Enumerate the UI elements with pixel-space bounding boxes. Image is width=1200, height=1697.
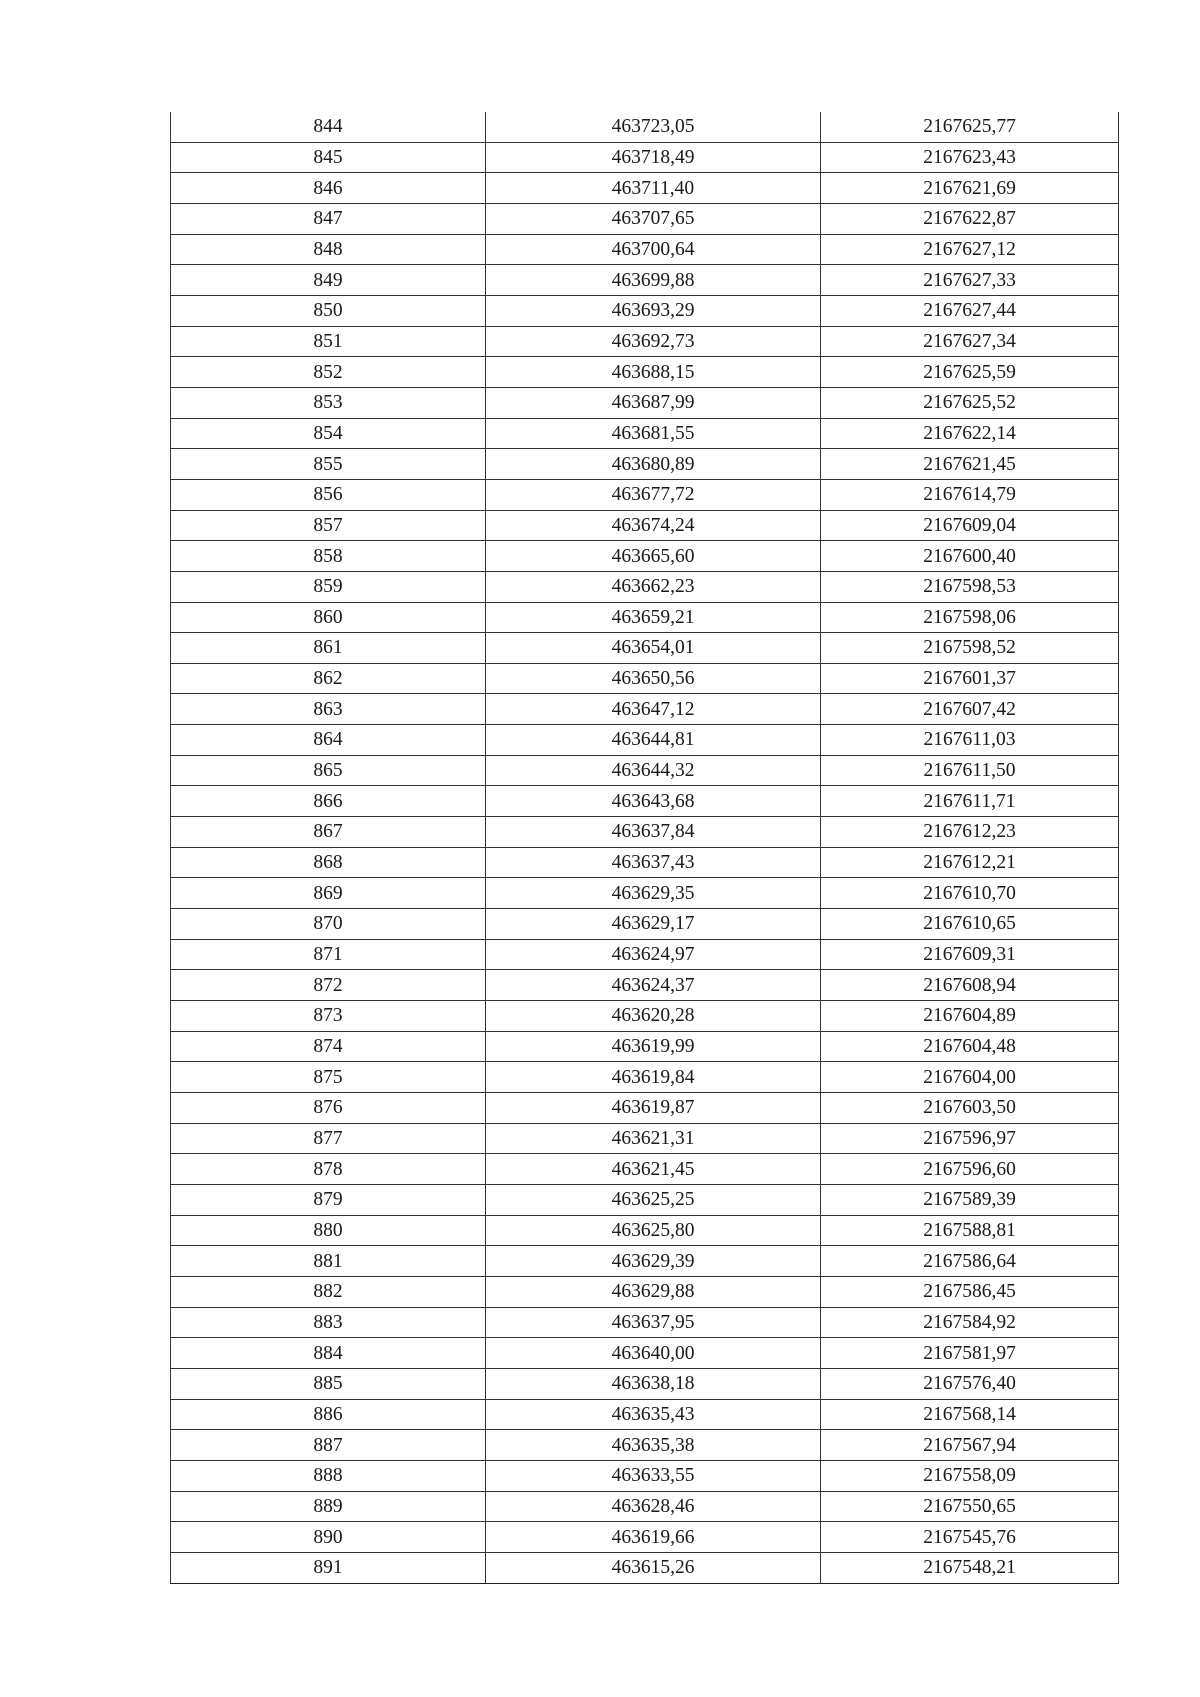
- y-coordinate-cell: 2167612,23: [821, 817, 1119, 848]
- y-coordinate-cell: 2167604,00: [821, 1062, 1119, 1093]
- x-coordinate-cell: 463680,89: [486, 449, 821, 480]
- y-coordinate-cell: 2167588,81: [821, 1215, 1119, 1246]
- x-coordinate-cell: 463637,95: [486, 1307, 821, 1338]
- x-coordinate-cell: 463628,46: [486, 1491, 821, 1522]
- y-coordinate-cell: 2167610,70: [821, 878, 1119, 909]
- point-number-cell: 870: [171, 909, 486, 940]
- y-coordinate-cell: 2167627,33: [821, 265, 1119, 296]
- y-coordinate-cell: 2167627,34: [821, 326, 1119, 357]
- point-number-cell: 852: [171, 357, 486, 388]
- x-coordinate-cell: 463707,65: [486, 203, 821, 234]
- y-coordinate-cell: 2167545,76: [821, 1522, 1119, 1553]
- y-coordinate-cell: 2167603,50: [821, 1093, 1119, 1124]
- table-row: [171, 1307, 1119, 1338]
- y-coordinate-cell: 2167627,44: [821, 295, 1119, 326]
- y-coordinate-cell: 2167621,69: [821, 173, 1119, 204]
- table-row: [171, 357, 1119, 388]
- y-coordinate-cell: 2167596,97: [821, 1123, 1119, 1154]
- table-row: [171, 510, 1119, 541]
- x-coordinate-cell: 463644,32: [486, 755, 821, 786]
- y-coordinate-cell: 2167607,42: [821, 694, 1119, 725]
- x-coordinate-cell: 463688,15: [486, 357, 821, 388]
- point-number-cell: 875: [171, 1062, 486, 1093]
- y-coordinate-cell: 2167622,87: [821, 203, 1119, 234]
- y-coordinate-cell: 2167586,64: [821, 1246, 1119, 1277]
- y-coordinate-cell: 2167584,92: [821, 1307, 1119, 1338]
- point-number-cell: 880: [171, 1215, 486, 1246]
- table-row: [171, 1031, 1119, 1062]
- y-coordinate-cell: 2167609,04: [821, 510, 1119, 541]
- x-coordinate-cell: 463637,84: [486, 817, 821, 848]
- table-row: [171, 571, 1119, 602]
- x-coordinate-cell: 463629,17: [486, 909, 821, 940]
- y-coordinate-cell: 2167548,21: [821, 1552, 1119, 1583]
- y-coordinate-cell: 2167610,65: [821, 909, 1119, 940]
- point-number-cell: 885: [171, 1368, 486, 1399]
- y-coordinate-cell: 2167621,45: [821, 449, 1119, 480]
- x-coordinate-cell: 463619,84: [486, 1062, 821, 1093]
- x-coordinate-cell: 463665,60: [486, 541, 821, 572]
- point-number-cell: 850: [171, 295, 486, 326]
- y-coordinate-cell: 2167558,09: [821, 1460, 1119, 1491]
- y-coordinate-cell: 2167604,48: [821, 1031, 1119, 1062]
- y-coordinate-cell: 2167589,39: [821, 1184, 1119, 1215]
- table-row: [171, 939, 1119, 970]
- point-number-cell: 889: [171, 1491, 486, 1522]
- table-row: [171, 1491, 1119, 1522]
- table-row: [171, 1154, 1119, 1185]
- table-row: [171, 1123, 1119, 1154]
- x-coordinate-cell: 463700,64: [486, 234, 821, 265]
- x-coordinate-cell: 463615,26: [486, 1552, 821, 1583]
- y-coordinate-cell: 2167609,31: [821, 939, 1119, 970]
- point-number-cell: 854: [171, 418, 486, 449]
- x-coordinate-cell: 463629,35: [486, 878, 821, 909]
- table-row: [171, 295, 1119, 326]
- coordinates-table: [170, 112, 1119, 1584]
- y-coordinate-cell: 2167604,89: [821, 1001, 1119, 1032]
- table-row: [171, 1399, 1119, 1430]
- table-row: [171, 694, 1119, 725]
- point-number-cell: 891: [171, 1552, 486, 1583]
- table-row: [171, 847, 1119, 878]
- x-coordinate-cell: 463692,73: [486, 326, 821, 357]
- coordinates-table-body: [171, 112, 1119, 1583]
- point-number-cell: 864: [171, 725, 486, 756]
- point-number-cell: 882: [171, 1276, 486, 1307]
- x-coordinate-cell: 463647,12: [486, 694, 821, 725]
- table-row: [171, 1368, 1119, 1399]
- table-row: [171, 1093, 1119, 1124]
- y-coordinate-cell: 2167601,37: [821, 663, 1119, 694]
- point-number-cell: 849: [171, 265, 486, 296]
- x-coordinate-cell: 463674,24: [486, 510, 821, 541]
- table-row: [171, 1552, 1119, 1583]
- table-row: [171, 326, 1119, 357]
- y-coordinate-cell: 2167600,40: [821, 541, 1119, 572]
- point-number-cell: 858: [171, 541, 486, 572]
- point-number-cell: 884: [171, 1338, 486, 1369]
- x-coordinate-cell: 463643,68: [486, 786, 821, 817]
- point-number-cell: 881: [171, 1246, 486, 1277]
- table-row: [171, 387, 1119, 418]
- table-row: [171, 663, 1119, 694]
- point-number-cell: 844: [171, 112, 486, 142]
- y-coordinate-cell: 2167568,14: [821, 1399, 1119, 1430]
- x-coordinate-cell: 463621,45: [486, 1154, 821, 1185]
- x-coordinate-cell: 463711,40: [486, 173, 821, 204]
- point-number-cell: 861: [171, 633, 486, 664]
- y-coordinate-cell: 2167625,52: [821, 387, 1119, 418]
- x-coordinate-cell: 463687,99: [486, 387, 821, 418]
- x-coordinate-cell: 463699,88: [486, 265, 821, 296]
- table-row: [171, 173, 1119, 204]
- table-row: [171, 1430, 1119, 1461]
- y-coordinate-cell: 2167612,21: [821, 847, 1119, 878]
- table-row: [171, 909, 1119, 940]
- y-coordinate-cell: 2167586,45: [821, 1276, 1119, 1307]
- point-number-cell: 847: [171, 203, 486, 234]
- point-number-cell: 851: [171, 326, 486, 357]
- point-number-cell: 873: [171, 1001, 486, 1032]
- x-coordinate-cell: 463650,56: [486, 663, 821, 694]
- point-number-cell: 848: [171, 234, 486, 265]
- table-row: [171, 1246, 1119, 1277]
- table-row: [171, 142, 1119, 173]
- point-number-cell: 877: [171, 1123, 486, 1154]
- y-coordinate-cell: 2167611,03: [821, 725, 1119, 756]
- point-number-cell: 887: [171, 1430, 486, 1461]
- table-row: [171, 970, 1119, 1001]
- y-coordinate-cell: 2167576,40: [821, 1368, 1119, 1399]
- point-number-cell: 855: [171, 449, 486, 480]
- x-coordinate-cell: 463654,01: [486, 633, 821, 664]
- x-coordinate-cell: 463621,31: [486, 1123, 821, 1154]
- point-number-cell: 865: [171, 755, 486, 786]
- x-coordinate-cell: 463693,29: [486, 295, 821, 326]
- point-number-cell: 869: [171, 878, 486, 909]
- table-row: [171, 449, 1119, 480]
- x-coordinate-cell: 463619,87: [486, 1093, 821, 1124]
- x-coordinate-cell: 463633,55: [486, 1460, 821, 1491]
- x-coordinate-cell: 463644,81: [486, 725, 821, 756]
- x-coordinate-cell: 463718,49: [486, 142, 821, 173]
- point-number-cell: 863: [171, 694, 486, 725]
- table-row: [171, 1522, 1119, 1553]
- y-coordinate-cell: 2167598,53: [821, 571, 1119, 602]
- y-coordinate-cell: 2167622,14: [821, 418, 1119, 449]
- table-row: [171, 755, 1119, 786]
- x-coordinate-cell: 463629,88: [486, 1276, 821, 1307]
- table-row: [171, 203, 1119, 234]
- point-number-cell: 860: [171, 602, 486, 633]
- x-coordinate-cell: 463624,97: [486, 939, 821, 970]
- table-row: [171, 1062, 1119, 1093]
- table-row: [171, 1001, 1119, 1032]
- x-coordinate-cell: 463637,43: [486, 847, 821, 878]
- x-coordinate-cell: 463662,23: [486, 571, 821, 602]
- y-coordinate-cell: 2167614,79: [821, 479, 1119, 510]
- table-row: [171, 1215, 1119, 1246]
- point-number-cell: 846: [171, 173, 486, 204]
- point-number-cell: 866: [171, 786, 486, 817]
- table-row: [171, 1460, 1119, 1491]
- point-number-cell: 867: [171, 817, 486, 848]
- x-coordinate-cell: 463659,21: [486, 602, 821, 633]
- x-coordinate-cell: 463625,80: [486, 1215, 821, 1246]
- point-number-cell: 856: [171, 479, 486, 510]
- y-coordinate-cell: 2167627,12: [821, 234, 1119, 265]
- x-coordinate-cell: 463635,38: [486, 1430, 821, 1461]
- table-row: [171, 786, 1119, 817]
- point-number-cell: 859: [171, 571, 486, 602]
- x-coordinate-cell: 463620,28: [486, 1001, 821, 1032]
- table-row: [171, 1338, 1119, 1369]
- y-coordinate-cell: 2167608,94: [821, 970, 1119, 1001]
- x-coordinate-cell: 463681,55: [486, 418, 821, 449]
- point-number-cell: 857: [171, 510, 486, 541]
- y-coordinate-cell: 2167625,77: [821, 112, 1119, 142]
- x-coordinate-cell: 463677,72: [486, 479, 821, 510]
- x-coordinate-cell: 463640,00: [486, 1338, 821, 1369]
- table-row: [171, 479, 1119, 510]
- table-row: [171, 1184, 1119, 1215]
- table-row: [171, 265, 1119, 296]
- x-coordinate-cell: 463629,39: [486, 1246, 821, 1277]
- point-number-cell: 872: [171, 970, 486, 1001]
- table-row: [171, 817, 1119, 848]
- table-row: [171, 234, 1119, 265]
- y-coordinate-cell: 2167598,52: [821, 633, 1119, 664]
- table-row: [171, 1276, 1119, 1307]
- point-number-cell: 845: [171, 142, 486, 173]
- y-coordinate-cell: 2167623,43: [821, 142, 1119, 173]
- table-row: [171, 418, 1119, 449]
- point-number-cell: 868: [171, 847, 486, 878]
- y-coordinate-cell: 2167598,06: [821, 602, 1119, 633]
- x-coordinate-cell: 463619,66: [486, 1522, 821, 1553]
- table-row: [171, 541, 1119, 572]
- point-number-cell: 883: [171, 1307, 486, 1338]
- table-row: [171, 878, 1119, 909]
- x-coordinate-cell: 463638,18: [486, 1368, 821, 1399]
- point-number-cell: 853: [171, 387, 486, 418]
- point-number-cell: 874: [171, 1031, 486, 1062]
- y-coordinate-cell: 2167550,65: [821, 1491, 1119, 1522]
- y-coordinate-cell: 2167596,60: [821, 1154, 1119, 1185]
- point-number-cell: 888: [171, 1460, 486, 1491]
- y-coordinate-cell: 2167581,97: [821, 1338, 1119, 1369]
- x-coordinate-cell: 463624,37: [486, 970, 821, 1001]
- point-number-cell: 862: [171, 663, 486, 694]
- table-row: [171, 112, 1119, 142]
- y-coordinate-cell: 2167567,94: [821, 1430, 1119, 1461]
- table-row: [171, 602, 1119, 633]
- table-row: [171, 725, 1119, 756]
- point-number-cell: 886: [171, 1399, 486, 1430]
- y-coordinate-cell: 2167611,71: [821, 786, 1119, 817]
- point-number-cell: 878: [171, 1154, 486, 1185]
- x-coordinate-cell: 463635,43: [486, 1399, 821, 1430]
- y-coordinate-cell: 2167625,59: [821, 357, 1119, 388]
- point-number-cell: 871: [171, 939, 486, 970]
- table-row: [171, 633, 1119, 664]
- point-number-cell: 890: [171, 1522, 486, 1553]
- point-number-cell: 879: [171, 1184, 486, 1215]
- y-coordinate-cell: 2167611,50: [821, 755, 1119, 786]
- x-coordinate-cell: 463619,99: [486, 1031, 821, 1062]
- x-coordinate-cell: 463625,25: [486, 1184, 821, 1215]
- point-number-cell: 876: [171, 1093, 486, 1124]
- x-coordinate-cell: 463723,05: [486, 112, 821, 142]
